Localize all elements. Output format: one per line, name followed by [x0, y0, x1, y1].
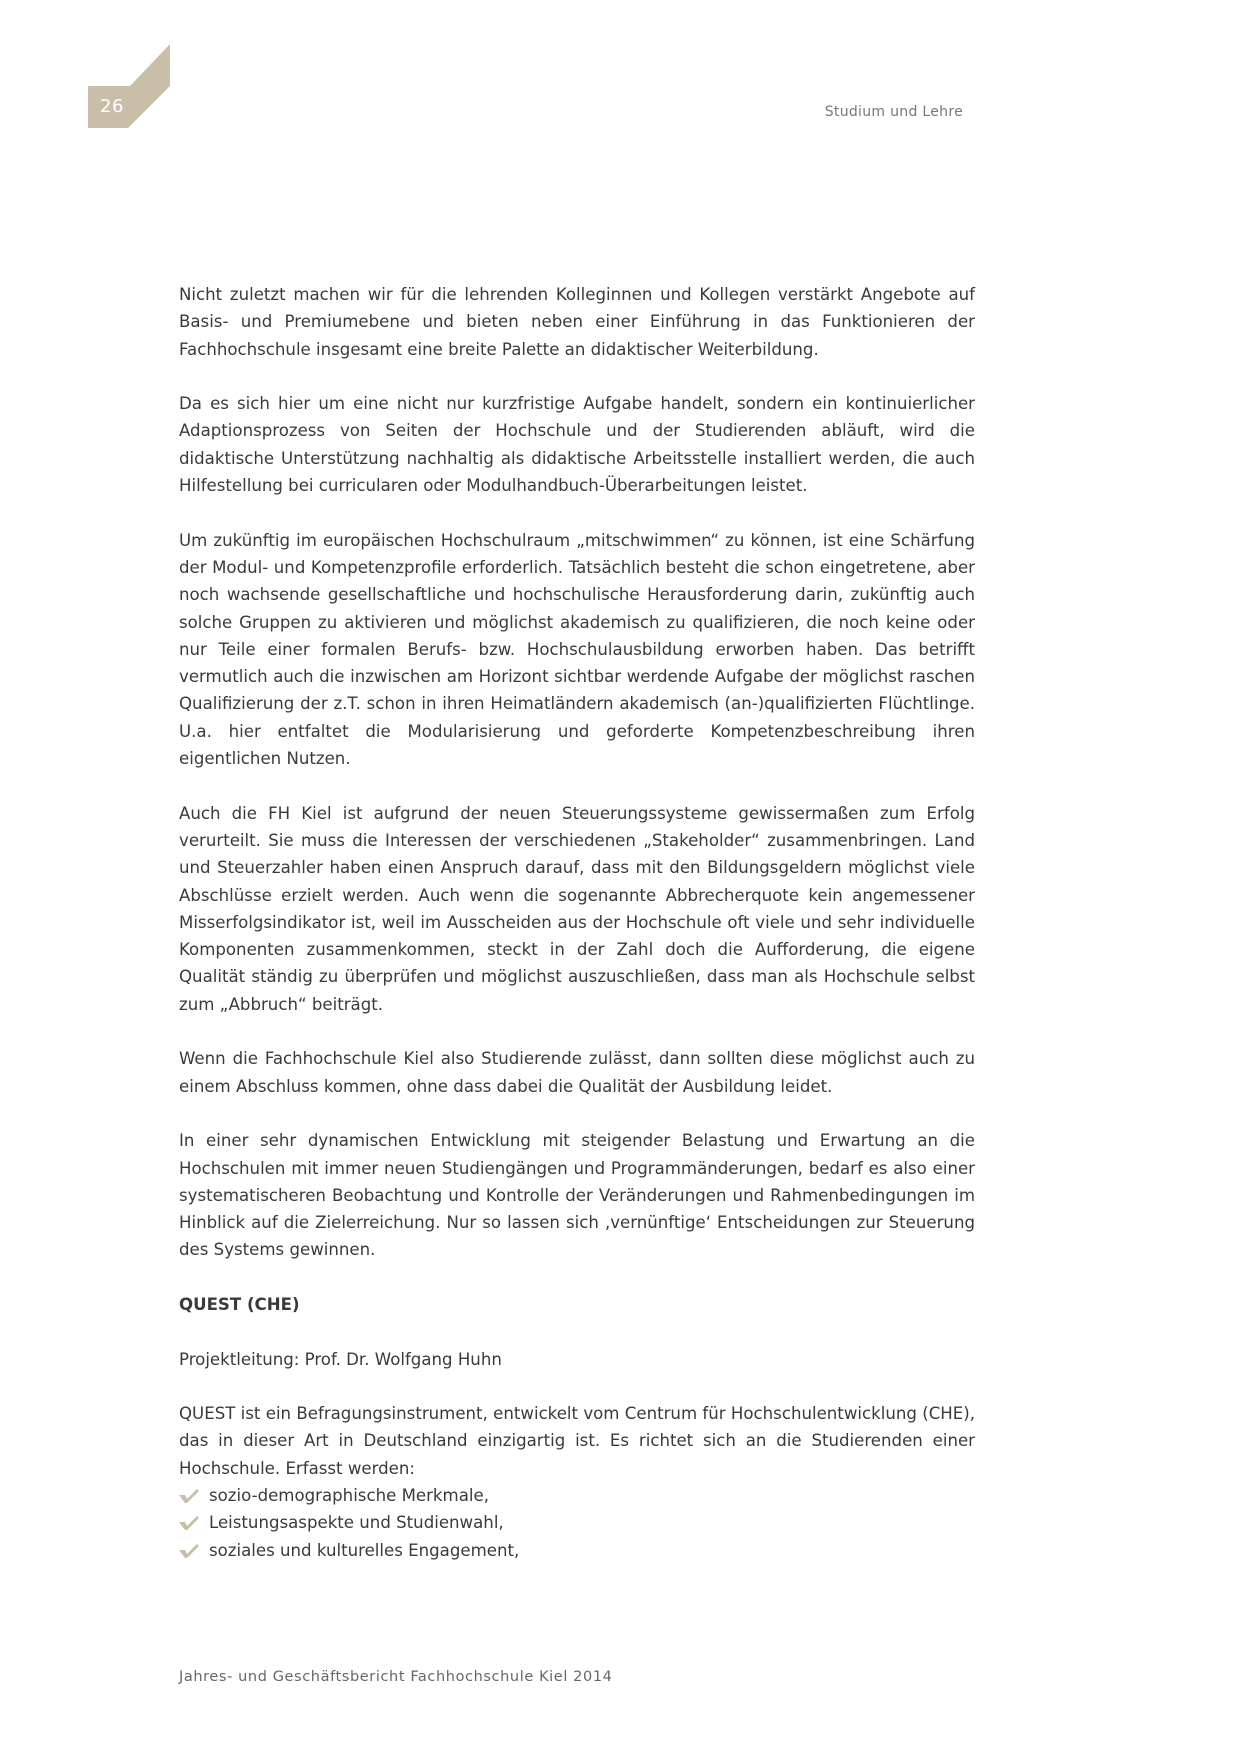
- page-number-badge: [88, 44, 174, 128]
- paragraph: In einer sehr dynamischen Entwicklung mit steigender Belastung und Erwartung an die Hochschulen mit immer neuen Studiengängen und Programmänderungen, bedarf es also einer systematischeren Beobachtung und Kontrolle der Veränderungen und Rahmenbedingungen im Hinblick auf die Zielerreichung. Nur so lassen sich ‚vernünftige‘ Entscheidungen zur Steuerung des Systems gewinnen.: [179, 1131, 975, 1260]
- paragraph: Wenn die Fachhochschule Kiel also Studierende zulässt, dann sollten diese möglichst auch zu einem Abschluss kommen, ohne dass dabei die Qualität der Ausbildung leidet.: [179, 1049, 975, 1096]
- check-arrow-icon: [179, 1542, 199, 1558]
- bullet-list: [179, 1482, 975, 1564]
- running-header: Studium und Lehre: [824, 104, 963, 120]
- check-arrow-icon: [179, 1514, 199, 1530]
- main-content: [179, 281, 975, 1564]
- list-item-label: soziales und kulturelles Engagement,: [209, 1540, 520, 1560]
- list-item: [179, 1482, 975, 1509]
- list-item: [179, 1509, 975, 1536]
- section-intro: QUEST ist ein Befragungsinstrument, entwickelt vom Centrum für Hochschulentwicklung (CHE), das in dieser Art in Deutschland einzigartig ist. Es richtet sich an die Studierenden einer Hochschule. Erfasst werden:: [179, 1404, 975, 1478]
- paragraph: Auch die FH Kiel ist aufgrund der neuen Steuerungssysteme gewissermaßen zum Erfolg verurteilt. Sie muss die Interessen der verschiedenen „Stakeholder“ zusammenbringen. Land und Steuerzahler haben einen Anspruch darauf, dass mit den Bildungsgeldern möglichst viele Abschlüsse erzielt werden. Auch wenn die sogenannte Abbrecherquote kein angemessener Misserfolgsindikator ist, weil im Ausscheiden aus der Hochschule oft viele und sehr individuelle Komponenten zusammenkommen, steckt in der Zahl doch die Aufforderung, die eigene Qualität ständig zu überprüfen und möglichst auszuschließen, dass man als Hochschule selbst zum „Abbruch“ beiträgt.: [179, 803, 975, 1014]
- page-number: 26: [100, 96, 124, 117]
- paragraph: Um zukünftig im europäischen Hochschulraum „mitschwimmen“ zu können, ist eine Schärfung der Modul- und Kompetenzprofile erforderlich. Tatsächlich besteht die schon eingetretene, aber noch wachsende gesellschaftliche und hochschulische Herausforderung darin, zukünftig auch solche Gruppen zu aktivieren und möglichst akademisch zu qualifizieren, die noch keine oder nur Teile einer formalen Berufs- bzw. Hochschulausbildung erworben haben. Das betrifft vermutlich auch die inzwischen am Horizont sichtbar werdende Aufgabe der möglichst raschen Qualifizierung der z.T. schon in ihren Heimatländern akademisch (an-)qualifizierten Flüchtlinge. U.a. hier entfaltet die Modularisierung und geforderte Kompetenzbeschreibung ihren eigentlichen Nutzen.: [179, 530, 975, 769]
- project-lead: Projektleitung: Prof. Dr. Wolfgang Huhn: [179, 1349, 502, 1369]
- list-item-label: sozio-demographische Merkmale,: [209, 1486, 489, 1506]
- paragraph: Nicht zuletzt machen wir für die lehrenden Kolleginnen und Kollegen verstärkt Angebote auf Basis- und Premiumebene und bieten neben einer Einführung in das Funktionieren der Fachhochschule insgesamt eine breite Palette an didaktischer Weiterbildung.: [179, 285, 975, 359]
- footer: Jahres- und Geschäftsbericht Fachhochschule Kiel 2014: [179, 1669, 613, 1685]
- check-arrow-icon: [179, 1487, 199, 1503]
- paragraph: Da es sich hier um eine nicht nur kurzfristige Aufgabe handelt, sondern ein kontinuierlicher Adaptionsprozess von Seiten der Hochschule und der Studierenden abläuft, wird die didaktische Unterstützung nachhaltig als didaktische Arbeitsstelle installiert werden, die auch Hilfestellung bei curricularen oder Modulhandbuch-Überarbeitungen leistet.: [179, 394, 975, 496]
- section-title: QUEST (CHE): [179, 1294, 300, 1314]
- list-item: [179, 1537, 975, 1564]
- list-item-label: Leistungsaspekte und Studienwahl,: [209, 1513, 504, 1533]
